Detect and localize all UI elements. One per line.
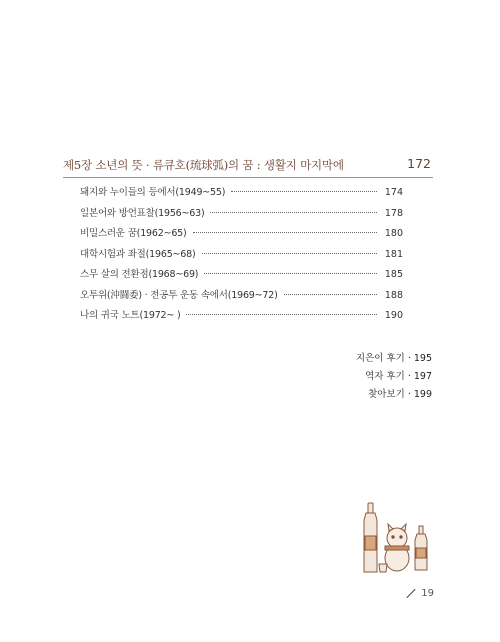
toc-entry-page: 188 bbox=[384, 289, 403, 301]
toc-entry-page: 174 bbox=[384, 187, 403, 198]
chapter-heading bbox=[63, 153, 433, 178]
leader-dots bbox=[231, 191, 377, 192]
toc-entry-page: 178 bbox=[384, 207, 403, 219]
page-folio bbox=[405, 588, 434, 599]
leader-dots bbox=[284, 294, 377, 295]
toc-entry-title: 오투위(沖闘委) · 전공투 운동 속에서(1969~72) bbox=[80, 289, 278, 301]
chapter-title: 제5장 소년의 뜻 · 류큐호(琉球弧)의 꿈 : 생활지 마지막에 bbox=[63, 158, 344, 172]
toc-list bbox=[80, 184, 403, 328]
translator-afterword-entry[interactable]: 역자 후기 · 197 bbox=[365, 371, 432, 382]
bottle-right bbox=[415, 526, 427, 570]
leader-dots bbox=[186, 314, 377, 315]
toc-entry-page: 180 bbox=[384, 228, 403, 239]
toc-entry-title: 일본어와 방언표찰(1956~63) bbox=[80, 207, 205, 219]
leader-dots bbox=[210, 212, 377, 213]
toc-entry[interactable] bbox=[80, 287, 403, 308]
toc-entry-title: 나의 귀국 노트(1972~ ) bbox=[80, 310, 181, 321]
cat-figure bbox=[385, 524, 409, 571]
toc-entry[interactable] bbox=[80, 246, 403, 267]
page-number: 19 bbox=[421, 588, 434, 599]
leader-dots bbox=[202, 253, 378, 254]
chapter-page-number: 172 bbox=[407, 156, 431, 171]
toc-entry[interactable] bbox=[80, 266, 403, 287]
folio-slash bbox=[407, 588, 416, 597]
toc-entry-page: 190 bbox=[384, 310, 403, 321]
toc-entry-page: 181 bbox=[384, 248, 403, 260]
afterword-entry[interactable]: 지은이 후기 · 195 bbox=[355, 353, 432, 364]
toc-entry[interactable] bbox=[80, 307, 403, 328]
toc-entry[interactable] bbox=[80, 184, 403, 205]
toc-entry[interactable] bbox=[80, 225, 403, 246]
back-matter-list bbox=[356, 350, 432, 404]
toc-entry[interactable] bbox=[80, 205, 403, 226]
toc-entry-page: 185 bbox=[384, 269, 403, 280]
toc-entry-title: 돼지와 누이들의 등에서(1949~55) bbox=[80, 187, 226, 198]
toc-entry-title: 비밀스러운 꿈(1962~65) bbox=[80, 228, 187, 239]
leader-dots bbox=[193, 232, 377, 233]
cup bbox=[379, 564, 387, 572]
bottle-left bbox=[364, 503, 377, 572]
toc-entry-title: 대학시험과 좌절(1965~68) bbox=[80, 248, 196, 260]
leader-dots bbox=[204, 273, 377, 274]
index-entry[interactable]: 찾아보기 · 199 bbox=[368, 389, 432, 400]
bottles-illustration bbox=[355, 500, 435, 580]
toc-entry-title: 스무 살의 전환점(1968~69) bbox=[80, 269, 199, 280]
